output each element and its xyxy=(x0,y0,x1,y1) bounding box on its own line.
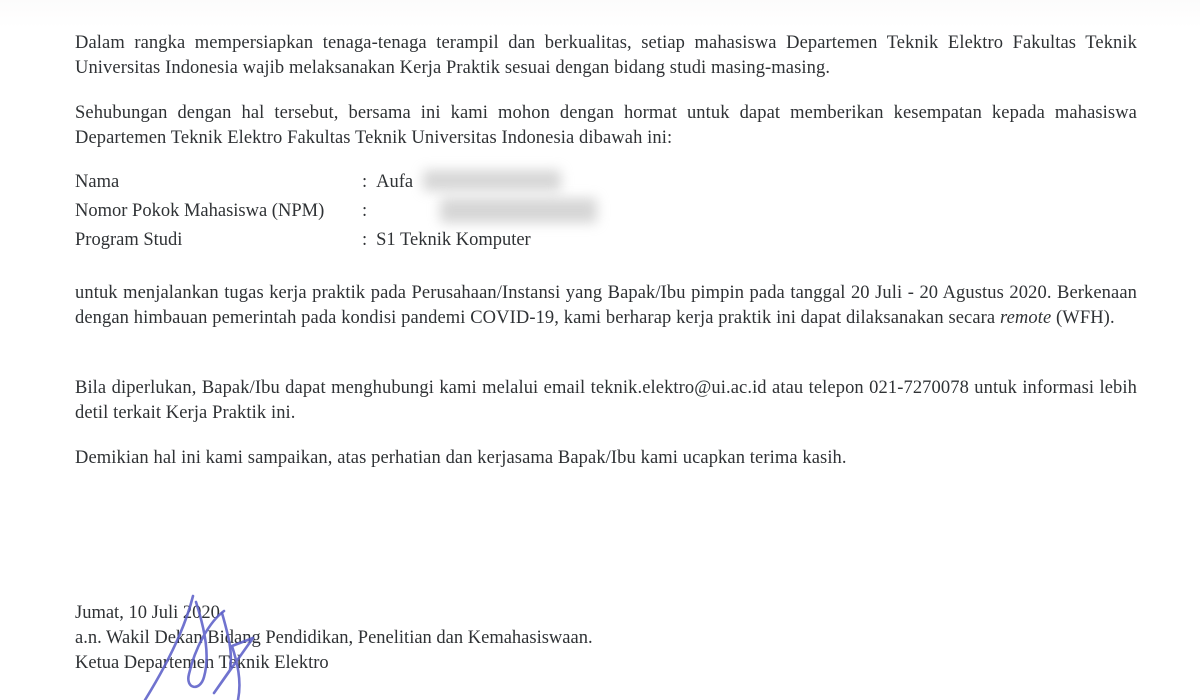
redacted-npm-blur xyxy=(440,198,597,223)
paragraph-assignment-after: (WFH). xyxy=(1051,307,1115,328)
detail-row-nama xyxy=(75,168,1137,197)
paragraph-request: Sehubungan dengan hal tersebut, bersama ini kami mohon dengan hormat untuk dapat memberikan kesempatan kepada mahasiswa Departemen Teknik Elektro Fakultas Teknik Universitas Indonesia dibawah ini: xyxy=(75,103,1137,148)
nama-label: Nama xyxy=(75,172,120,192)
paragraph-thanks: Demikian hal ini kami sampaikan, atas perhatian dan kerjasama Bapak/Ibu kami ucapkan terima kasih. xyxy=(75,448,847,468)
paragraph-assignment-remote-word: remote xyxy=(999,307,1052,328)
closing-date: Jumat, 10 Juli 2020 xyxy=(75,603,220,623)
program-studi-separator: : xyxy=(362,230,368,250)
detail-row-program-studi xyxy=(75,226,1137,255)
paragraph-assignment xyxy=(75,281,1137,331)
program-studi-label: Program Studi xyxy=(75,230,183,250)
npm-separator: : xyxy=(362,201,368,221)
npm-label: Nomor Pokok Mahasiswa (NPM) xyxy=(75,201,325,221)
closing-block xyxy=(75,601,1137,676)
nama-value-text: Aufa xyxy=(376,172,414,192)
detail-row-npm xyxy=(75,197,1137,226)
npm-value xyxy=(376,197,597,226)
paragraph-intro: Dalam rangka mempersiapkan tenaga-tenaga terampil dan berkualitas, setiap mahasiswa Departemen Teknik Elektro Fakultas Teknik Universitas Indonesia wajib melaksanakan Kerja Praktik sesuai dengan bidang studi masing-masing. xyxy=(75,33,1137,78)
paragraph-contact: Bila diperlukan, Bapak/Ibu dapat menghubungi kami melalui email teknik.elektro@ui.ac.id atau telepon 021-7270078 untuk informasi lebih detil terkait Kerja Praktik ini. xyxy=(75,378,1137,423)
nama-value xyxy=(376,168,561,197)
paragraph-assignment-before: untuk menjalankan tugas kerja praktik pada Perusahaan/Instansi yang Bapak/Ibu pimpin pada tanggal 20 Juli - 20 Agustus 2020. Berkenaan dengan himbauan pemerintah pada kondisi pandemi COVID-19, kami berharap kerja praktik ini dapat dilaksanakan secara xyxy=(75,283,1137,328)
program-studi-value: S1 Teknik Komputer xyxy=(376,230,531,250)
closing-on-behalf: a.n. Wakil Dekan Bidang Pendidikan, Penelitian dan Kemahasiswaan. xyxy=(75,628,593,648)
redacted-name-blur xyxy=(423,170,561,191)
student-details xyxy=(75,168,1137,255)
closing-title: Ketua Departemen Teknik Elektro xyxy=(75,653,329,673)
nama-separator: : xyxy=(362,172,368,192)
